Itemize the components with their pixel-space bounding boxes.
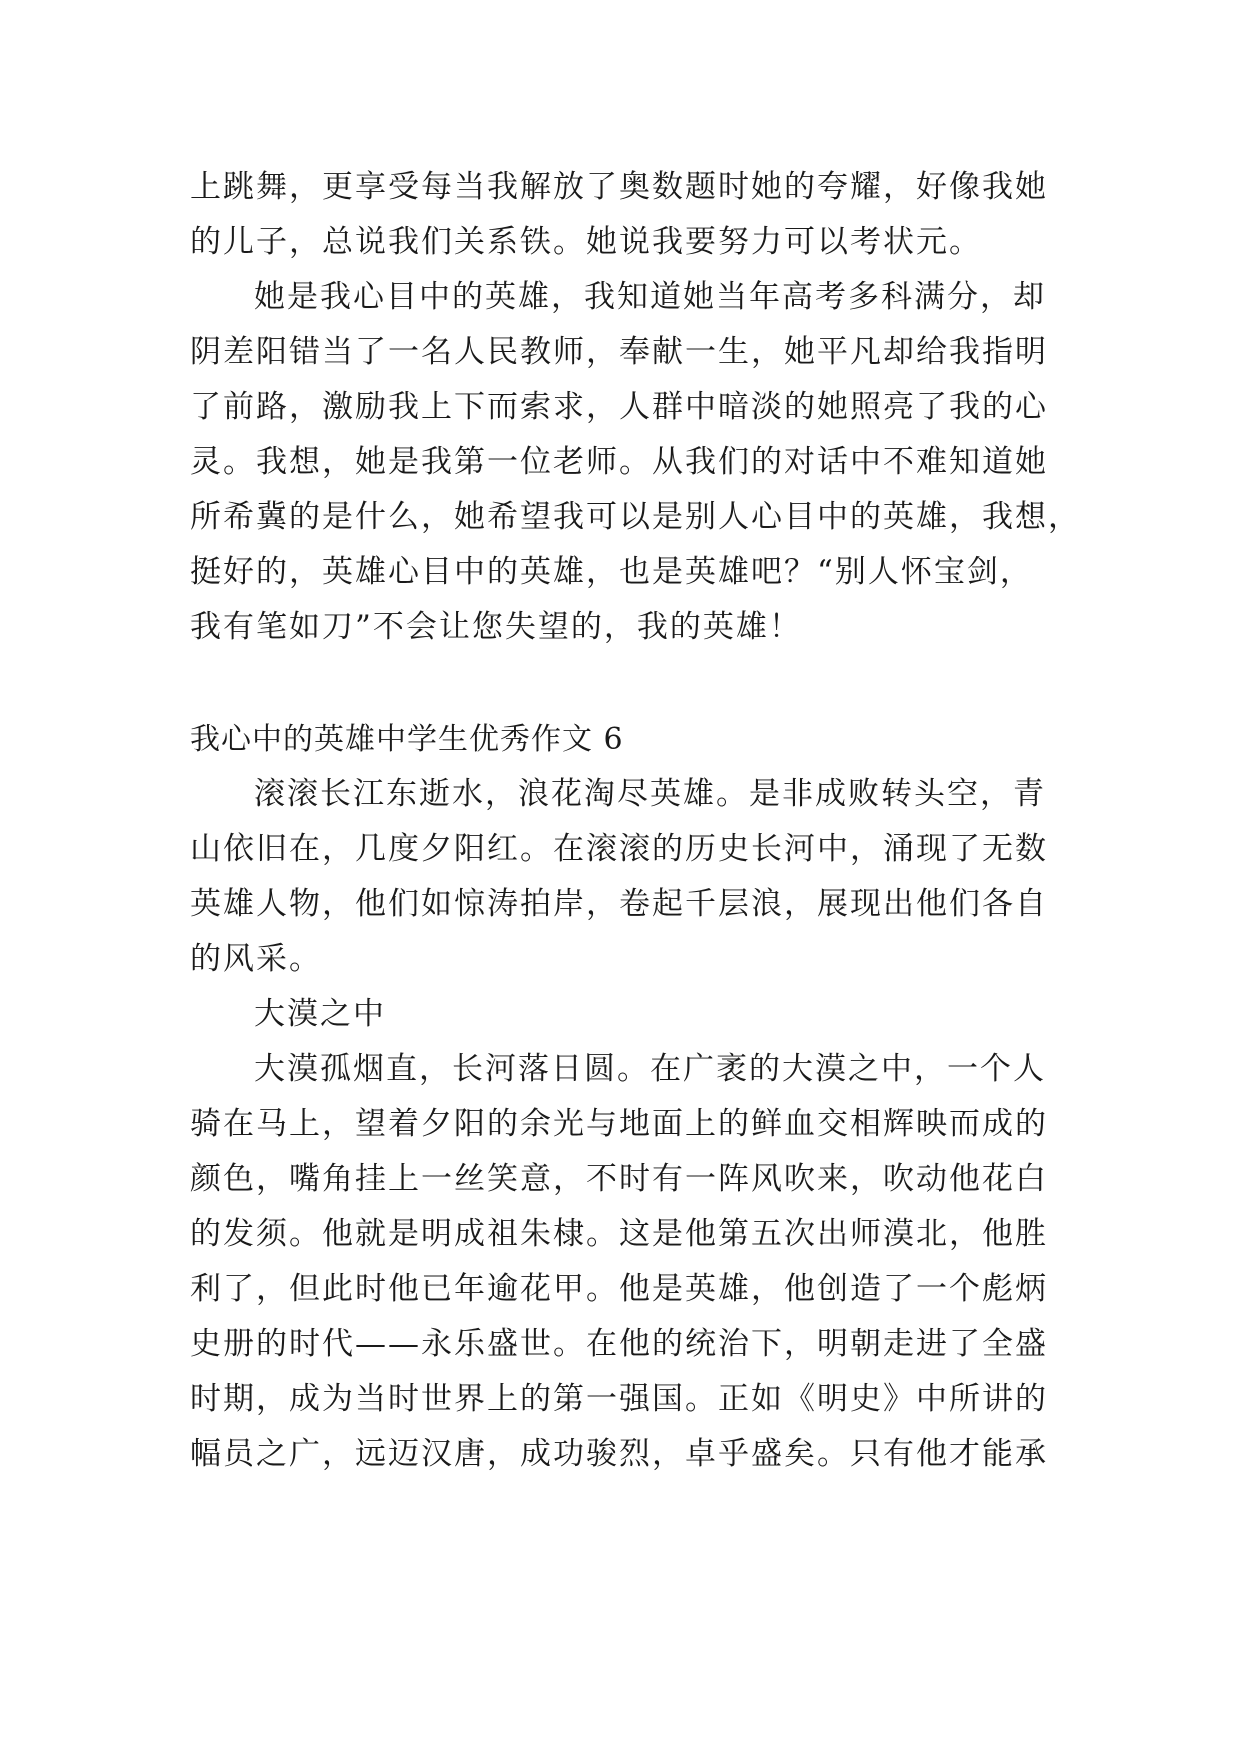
text-line: 英雄人物，他们如惊涛拍岸，卷起千层浪，展现出他们各自 — [190, 886, 1048, 922]
text-line: 我有笔如刀”不会让您失望的，我的英雄！ — [190, 609, 802, 645]
text-line: 阴差阳错当了一名人民教师，奉献一生，她平凡却给我指明 — [190, 334, 1048, 370]
text-line: 史册的时代——永乐盛世。在他的统治下，明朝走进了全盛 — [190, 1326, 1048, 1362]
text-line: 幅员之广，远迈汉唐，成功骏烈，卓乎盛矣。只有他才能承 — [190, 1436, 1048, 1472]
text-line: 灵。我想，她是我第一位老师。从我们的对话中不难知道她 — [190, 444, 1048, 480]
section-spacer — [190, 655, 1060, 712]
text-line: 利了，但此时他已年逾花甲。他是英雄，他创造了一个彪炳 — [190, 1271, 1048, 1307]
subheading-paragraph — [190, 987, 1060, 1042]
text-line: 的发须。他就是明成祖朱棣。这是他第五次出师漠北，他胜 — [190, 1216, 1048, 1252]
text-line: 山依旧在，几度夕阳红。在滚滚的历史长河中，涌现了无数 — [190, 831, 1048, 867]
document-body — [190, 160, 1081, 1482]
paragraph — [190, 767, 1060, 987]
paragraph — [190, 1042, 1060, 1482]
text-line: 的儿子，总说我们关系铁。她说我要努力可以考状元。 — [190, 224, 982, 260]
subheading: 大漠之中 — [254, 996, 386, 1032]
text-line: 挺好的，英雄心目中的英雄，也是英雄吧？“别人怀宝剑， — [190, 554, 1033, 590]
text-line: 颜色，嘴角挂上一丝笑意，不时有一阵风吹来，吹动他花白 — [190, 1161, 1048, 1197]
paragraph — [190, 270, 1081, 655]
text-line: 她是我心目中的英雄，我知道她当年高考多科满分，却 — [254, 279, 1046, 315]
text-line: 所希冀的是什么，她希望我可以是别人心目中的英雄，我想， — [190, 499, 1081, 535]
text-line: 时期，成为当时世界上的第一强国。正如《明史》中所讲的 — [190, 1381, 1048, 1417]
text-line: 骑在马上，望着夕阳的余光与地面上的鲜血交相辉映而成的 — [190, 1106, 1048, 1142]
text-line: 的风采。 — [190, 941, 322, 977]
section-title: 我心中的英雄中学生优秀作文 6 — [190, 722, 624, 757]
text-line: 大漠孤烟直，长河落日圆。在广袤的大漠之中，一个人 — [254, 1051, 1046, 1087]
text-line: 了前路，激励我上下而索求，人群中暗淡的她照亮了我的心 — [190, 389, 1048, 425]
text-line: 滚滚长江东逝水，浪花淘尽英雄。是非成败转头空，青 — [254, 776, 1046, 812]
text-line: 上跳舞，更享受每当我解放了奥数题时她的夸耀，好像我她 — [190, 169, 1048, 205]
paragraph — [190, 160, 1060, 270]
